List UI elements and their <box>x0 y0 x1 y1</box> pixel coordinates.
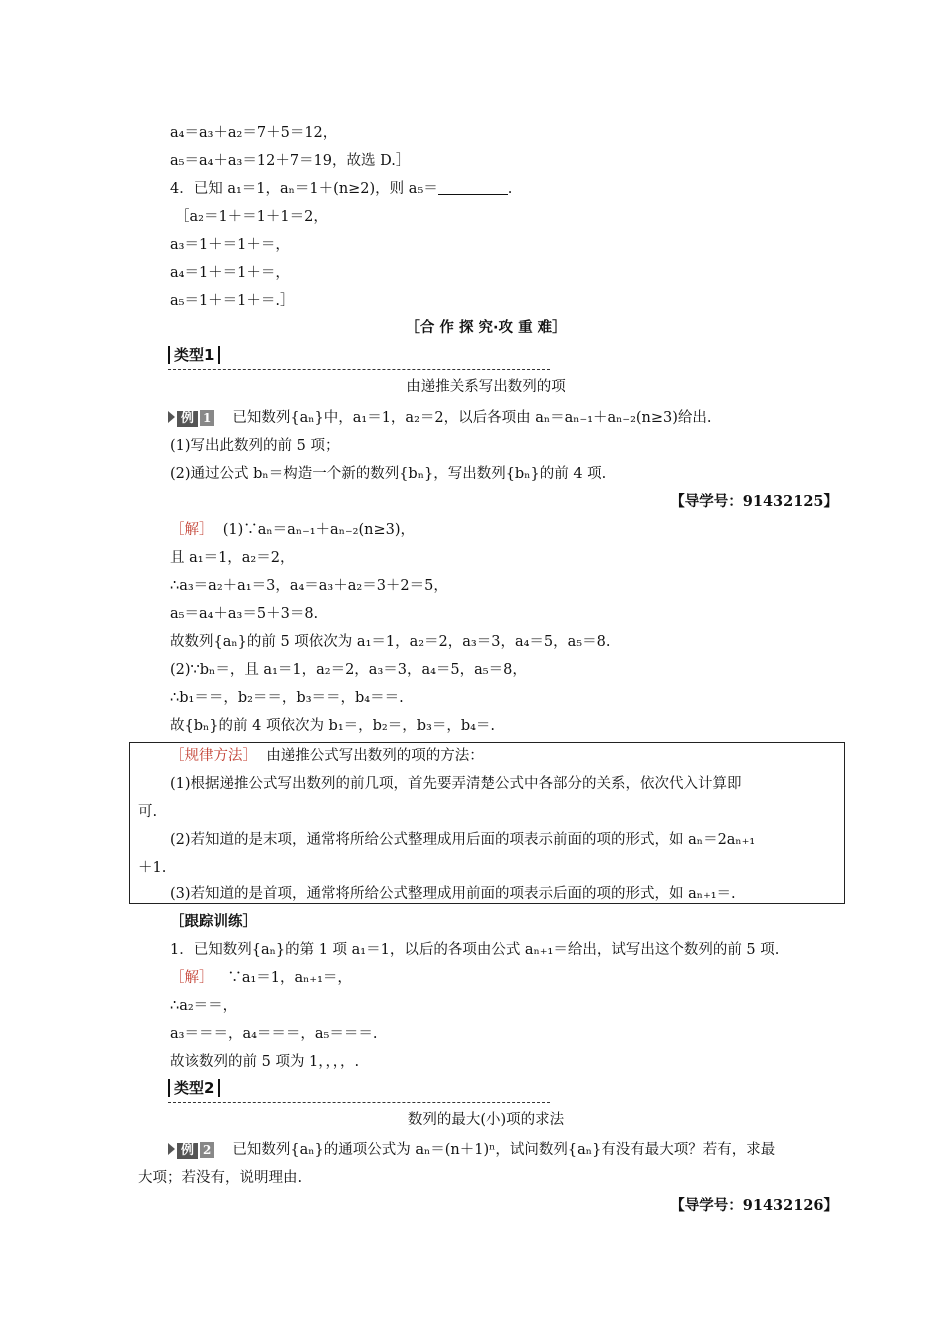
practice-question: 1．已知数列{aₙ}的第 1 项 a₁＝1，以后的各项由公式 aₙ₊₁＝给出，试写出这个数列的前 5 项. <box>170 942 780 958</box>
type-1-label: 类型1 <box>168 346 220 364</box>
solution-line: ∴b₁＝＝，b₂＝＝，b₃＝＝，b₄＝＝. <box>170 690 404 706</box>
example-text-cont: 大项；若没有，说明理由. <box>138 1170 303 1186</box>
practice-tag: ［跟踪训练］ <box>170 913 257 930</box>
solution-line <box>170 520 415 540</box>
solution-line: ∴a₃＝a₂＋a₁＝3，a₄＝a₃＋a₂＝3＋2＝5， <box>170 578 448 594</box>
text-line: a₄＝a₃＋a₂＝7＋5＝12， <box>170 125 338 141</box>
solution-text: (1)∵aₙ＝aₙ₋₁＋aₙ₋₂(n≥3)， <box>222 522 415 538</box>
solution-tag: ［解］ <box>170 970 214 986</box>
example-text: 已知数列{aₙ}中，a₁＝1，a₂＝2，以后各项由 aₙ＝aₙ₋₁＋aₙ₋₂(n≥3)给出. <box>232 410 712 426</box>
type-2-label: 类型2 <box>168 1079 220 1097</box>
text-line: a₃＝1＋＝1＋＝， <box>170 237 290 253</box>
method-line: (3)若知道的是首项，通常将所给公式整理成用前面的项表示后面的项的形式，如 aₙ₊₁＝. <box>170 886 736 902</box>
method-tag: ［规律方法］ <box>170 748 257 764</box>
practice-solution <box>170 968 352 988</box>
example-text: 已知数列{aₙ}的通项公式为 aₙ＝(n＋1)ⁿ，试问数列{aₙ}有没有最大项？若有，求最 <box>232 1142 776 1158</box>
solution-line: a₅＝a₄＋a₃＝5＋3＝8. <box>170 606 319 622</box>
solution-line: 故该数列的前 5 项为 1，，，，. <box>170 1054 360 1070</box>
method-line: (1)根据递推公式写出数列的前几项，首先要弄清楚公式中各部分的关系，依次代入计算即 <box>170 776 742 792</box>
solution-line: 故数列{aₙ}的前 5 项依次为 a₁＝1，a₂＝2，a₃＝3，a₄＝5，a₅＝8. <box>170 634 611 650</box>
method-line: (2)若知道的是末项，通常将所给公式整理成用后面的项表示前面的项的形式，如 aₙ＝2aₙ₊₁ <box>170 832 756 848</box>
method-line: 可. <box>138 804 158 820</box>
divider <box>168 1102 550 1103</box>
example-1 <box>168 408 712 428</box>
question-2: (2)通过公式 bₙ＝构造一个新的数列{bₙ}，写出数列{bₙ}的前 4 项. <box>170 466 607 482</box>
example-badge: 例 <box>177 1143 198 1159</box>
method-line: ＋1. <box>138 860 167 876</box>
answer-blank <box>438 180 508 195</box>
solution-line: 故{bₙ}的前 4 项依次为 b₁＝，b₂＝，b₃＝，b₄＝. <box>170 718 496 734</box>
problem-4-text: 4．已知 a₁＝1，aₙ＝1＋(n≥2)，则 a₅＝ <box>170 181 438 197</box>
solution-line: ∴a₂＝＝， <box>170 998 238 1014</box>
arrow-icon <box>168 411 175 423</box>
type-2-subtitle: 数列的最大(小)项的求法 <box>407 1112 565 1128</box>
problem-4-end: . <box>507 181 513 197</box>
solution-line: a₃＝＝＝，a₄＝＝＝，a₅＝＝＝. <box>170 1026 378 1042</box>
example-2 <box>168 1140 775 1160</box>
solution-text: ∵a₁＝1，aₙ₊₁＝， <box>227 970 352 986</box>
solution-line: (2)∵bₙ＝，且 a₁＝1，a₂＝2，a₃＝3，a₄＝5，a₅＝8， <box>170 662 527 678</box>
guide-number: 【导学号：91432126】 <box>670 1197 838 1214</box>
divider <box>168 369 550 370</box>
text-line: a₄＝1＋＝1＋＝， <box>170 265 290 281</box>
example-number: 2 <box>200 1142 214 1158</box>
text-line: a₅＝a₄＋a₃＝12＋7＝19，故选 D.］ <box>170 153 411 169</box>
problem-4 <box>170 179 512 199</box>
example-badge: 例 <box>177 411 198 427</box>
solution-tag: ［解］ <box>170 522 214 538</box>
guide-number: 【导学号：91432125】 <box>670 493 838 510</box>
type-1-subtitle: 由递推关系写出数列的项 <box>406 379 566 395</box>
solution-line: 且 a₁＝1，a₂＝2， <box>170 550 295 566</box>
question-1: (1)写出此数列的前 5 项； <box>170 438 340 454</box>
arrow-icon <box>168 1143 175 1155</box>
method-box <box>129 742 845 904</box>
section-title: ［合 作 探 究·攻 重 难］ <box>405 320 567 336</box>
method-title: 由递推公式写出数列的项的方法： <box>266 748 484 764</box>
text-line: ［a₂＝1＋＝1＋1＝2， <box>175 209 328 225</box>
example-number: 1 <box>200 410 214 426</box>
method-heading <box>170 746 484 766</box>
text-line: a₅＝1＋＝1＋＝.］ <box>170 293 295 309</box>
